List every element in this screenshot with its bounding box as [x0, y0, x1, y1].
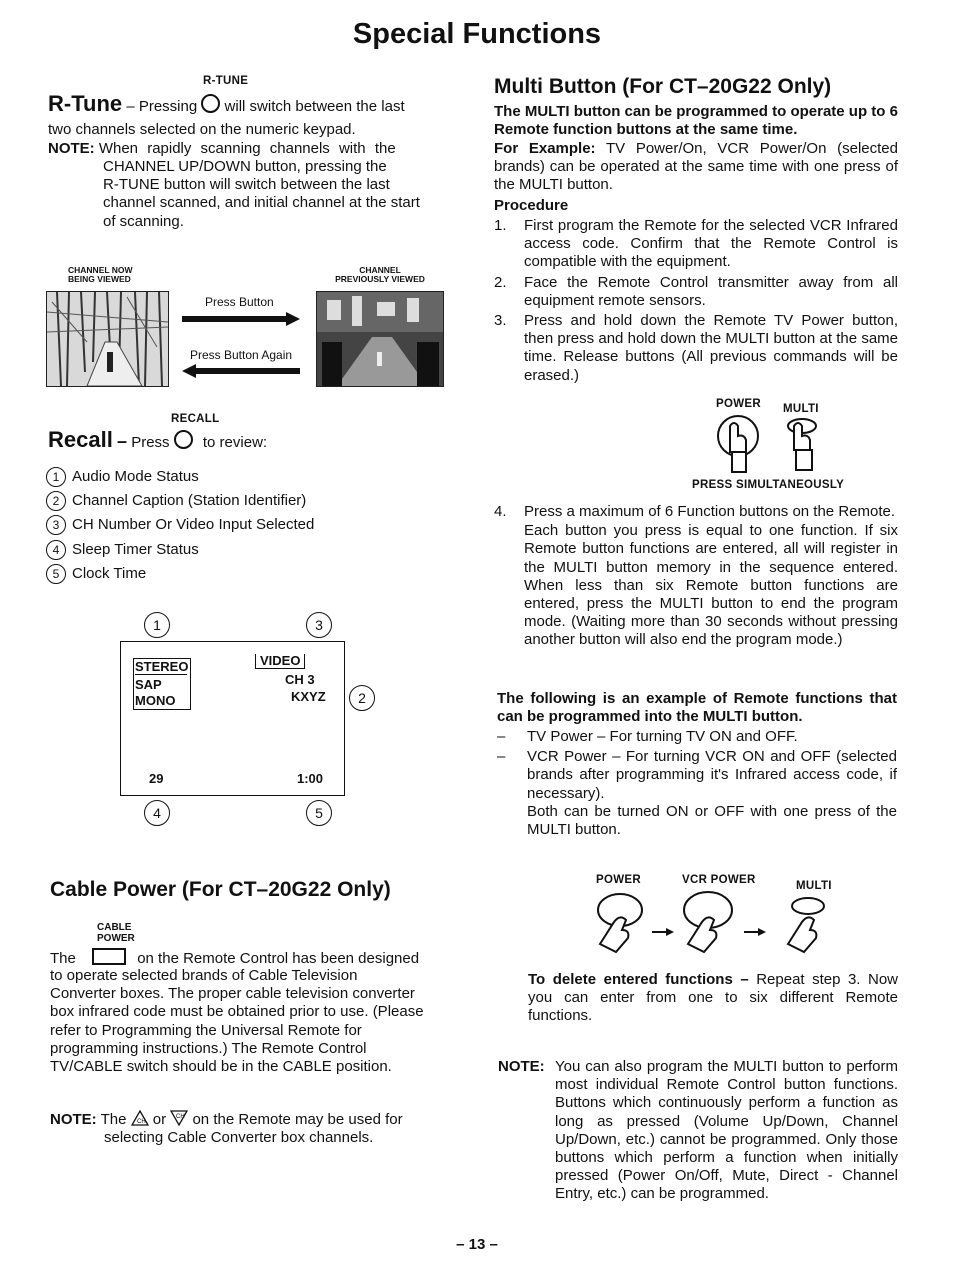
dash-text: VCR Power – For turning VCR ON and OFF (selected brands after programming it's Infrared access code, if necessary).: [527, 748, 897, 802]
rtune-note-line: CHANNEL UP/DOWN button, pressing the: [103, 158, 387, 175]
step-number: 1.: [494, 217, 507, 234]
multi-heading: Multi Button (For CT–20G22 Only): [494, 75, 832, 98]
rtune-note-body: [103, 158, 443, 231]
step-text: Face the Remote Control transmitter away from all equipment remote sensors.: [524, 273, 898, 309]
recall-heading: Recall: [48, 427, 113, 452]
item-text: Sleep Timer Status: [72, 540, 199, 558]
cable-note-rest: on the Remote may be used for: [192, 1111, 403, 1128]
sequence-diagram: [580, 888, 850, 959]
step-number: 2.: [494, 273, 507, 291]
item-number: 2: [46, 491, 66, 511]
multi-note-label: NOTE:: [498, 1058, 545, 1075]
channel-label: CH 3: [285, 672, 315, 687]
recall-press: Press: [131, 434, 170, 451]
rtune-note-label: NOTE:: [48, 140, 95, 157]
tv-screen: [120, 641, 345, 796]
list-item: [494, 503, 898, 521]
video-label: VIDEO: [255, 654, 305, 669]
rtune-dash: –: [126, 98, 135, 115]
arrow-icon: [744, 928, 766, 936]
following-bold: The following is an example of Remote functions that can be programmed into the MULTI button.: [497, 690, 897, 726]
step-number: 4.: [494, 503, 507, 520]
hand-press-vcr-icon: [684, 892, 732, 952]
seq-power-label: POWER: [596, 874, 641, 886]
channel-prev-image: [316, 291, 444, 387]
multi-example: [494, 140, 898, 195]
rtune-note-first: When rapidly scanning channels with the: [98, 140, 396, 157]
press-again-label: Press Button Again: [190, 348, 293, 362]
rtune-caption: R-TUNE: [203, 75, 249, 87]
sleep-label: 29: [149, 771, 164, 786]
recall-caption: RECALL: [171, 413, 220, 425]
cable-note-label: NOTE:: [50, 1111, 97, 1128]
rtune-intro-3: two channels selected on the numeric keypad.: [48, 121, 356, 138]
hand-press-multi-icon: [788, 898, 824, 952]
cable-power-caption: CABLE POWER: [97, 922, 135, 944]
dash-text: TV Power – For turning TV ON and OFF.: [527, 728, 798, 745]
procedure-steps: [494, 217, 898, 385]
rtune-intro-1: Pressing: [138, 98, 198, 115]
arrow-icon: [652, 928, 674, 936]
hand-press-power-icon: [712, 414, 772, 481]
recall-button-icon: [174, 430, 193, 449]
recall-list: [46, 465, 314, 586]
step-number: 3.: [494, 312, 507, 330]
rtune-note-line: channel scanned, and initial channel at the start: [103, 194, 420, 212]
cable-line1: [50, 948, 446, 968]
rtune-button-icon: [201, 94, 220, 113]
callout-3: 3: [306, 612, 332, 638]
recall-intro: [48, 427, 268, 452]
callout-4: 4: [144, 800, 170, 826]
multi-label: MULTI: [783, 403, 819, 415]
channel-now-image: [46, 291, 169, 387]
label-channel-prev: CHANNEL PREVIOUSLY VIEWED: [335, 265, 425, 284]
arrow-left-icon: [182, 364, 302, 383]
item-text: Clock Time: [72, 564, 147, 582]
callout-1: 1: [144, 612, 170, 638]
cable-line1-text: on the Remote Control has been designed: [137, 950, 420, 967]
rtune-note-line: R-TUNE button will switch between the last: [103, 176, 390, 194]
rtune-heading: R-Tune: [48, 91, 123, 116]
rtune-note-line: of scanning.: [103, 212, 184, 230]
cable-heading: Cable Power (For CT–20G22 Only): [50, 878, 391, 901]
list-item: [497, 748, 897, 803]
mono-label: MONO: [135, 693, 176, 708]
station-label: KXYZ: [291, 689, 326, 704]
cable-line: TV/CABLE switch should be in the CABLE position.: [50, 1058, 392, 1076]
list-item: [46, 538, 314, 562]
list-item: [46, 562, 314, 586]
rtune-note: [48, 140, 443, 158]
press-simultaneously-label: PRESS SIMULTANEOUSLY: [692, 479, 845, 491]
stereo-label: STEREO: [135, 659, 189, 674]
press-button-label: Press Button: [205, 295, 274, 309]
multi-note: [498, 1058, 898, 1204]
hand-press-power-icon: [598, 894, 642, 952]
multi-bold-intro: The MULTI button can be programmed to operate up to 6 Remote function buttons at the same time.: [494, 103, 898, 139]
cable-power-button-icon: [92, 948, 126, 965]
seq-vcr-power-label: VCR POWER: [682, 874, 756, 886]
recall-to-review: to review:: [202, 434, 268, 451]
dash-marker: –: [497, 728, 506, 745]
cable-line: to operate selected brands of Cable Television: [50, 967, 358, 984]
step-text: Press a maximum of 6 Function buttons on the Remote.: [524, 503, 896, 520]
list-item: [46, 513, 314, 537]
list-item: [46, 489, 314, 513]
callout-2: 2: [349, 685, 375, 711]
cable-note-the: The: [100, 1111, 127, 1128]
multi-example-text: TV Power/On, VCR Power/On (selected brands) can be operated at the same time with one press of the MULTI button.: [494, 140, 898, 194]
both-text: Both can be turned ON or OFF with one press of the MULTI button.: [527, 802, 897, 839]
cable-line: Converter boxes. The proper cable television converter: [50, 985, 415, 1003]
list-item: [494, 312, 898, 385]
list-item: [494, 274, 898, 310]
step-text: Press and hold down the Remote TV Power button, then press and hold down the MULTI button at the same time. Release buttons (All previous commands will be erased.): [524, 312, 898, 384]
list-item: [497, 728, 897, 746]
list-item: [494, 217, 898, 272]
page-number: – 13 –: [456, 1236, 498, 1253]
rtune-intro: [48, 91, 448, 116]
item-number: 3: [46, 515, 66, 535]
step4: [494, 503, 898, 650]
cable-note-line2: selecting Cable Converter box channels.: [104, 1129, 374, 1146]
item-text: Channel Caption (Station Identifier): [72, 492, 307, 510]
arrow-right-icon: [182, 312, 302, 331]
svg-text:CH: CH: [176, 1114, 185, 1120]
item-number: 4: [46, 540, 66, 560]
label-channel-now: CHANNEL NOW BEING VIEWED: [68, 265, 133, 284]
list-item: [46, 465, 314, 489]
dash-list: [497, 728, 897, 839]
multi-example-label: For Example:: [494, 140, 596, 157]
delete-bold: To delete entered functions –: [528, 971, 749, 988]
cable-line: box infrared code must be obtained prior to use. (Please: [50, 1003, 424, 1021]
page-title: Special Functions: [352, 18, 602, 50]
item-text: CH Number Or Video Input Selected: [72, 516, 315, 534]
cable-body: [50, 967, 446, 1076]
cable-note-or: or: [152, 1111, 167, 1128]
power-label: POWER: [716, 398, 761, 410]
delete-paragraph: [528, 971, 898, 1026]
item-text: Audio Mode Status: [72, 468, 199, 485]
rtune-intro-2: will switch between the last: [224, 98, 405, 115]
cable-the: The: [50, 950, 76, 967]
seq-multi-label: MULTI: [796, 880, 832, 892]
hand-press-multi-icon: [778, 416, 828, 479]
cable-line: programming instructions.) The Remote Control: [50, 1039, 367, 1057]
svg-text:CH: CH: [136, 1119, 146, 1125]
item-number: 1: [46, 467, 66, 487]
procedure-heading: Procedure: [494, 197, 569, 214]
multi-note-text: You can also program the MULTI button to perform most individual Remote Control button functions. Buttons which continuously perform a function as long as pressed (Volume Up/Down, Channel Up/Down, etc.) cannot be programmed. Only those buttons which perform a function when initially pressed (Power On/Off, Mute, Direct - Channel Entry, etc.) can be programmed.: [555, 1058, 898, 1203]
delete-text: Repeat step 3. Now you can enter from one to six different Remote functions.: [528, 971, 898, 1025]
item-number: 5: [46, 564, 66, 584]
dash-marker: –: [497, 748, 506, 766]
step4-paragraph: Each button you press is equal to one function. If six Remote button functions are entered, all will register in the MULTI button memory in the sequence entered. When less than six Remote button functions are entered, press the MULTI button to end the program mode. (Waiting more than 30 seconds without pressing another button will also end the program mode.): [524, 522, 898, 649]
sap-label: SAP: [135, 677, 162, 692]
recall-dash: –: [117, 431, 128, 451]
cable-line: refer to Programming the Universal Remote for: [50, 1021, 362, 1039]
callout-5: 5: [306, 800, 332, 826]
clock-label: 1:00: [297, 771, 324, 786]
step-text: First program the Remote for the selected VCR Infrared access code. Confirm that the Remote Control is compatible with the equipment.: [524, 217, 898, 271]
